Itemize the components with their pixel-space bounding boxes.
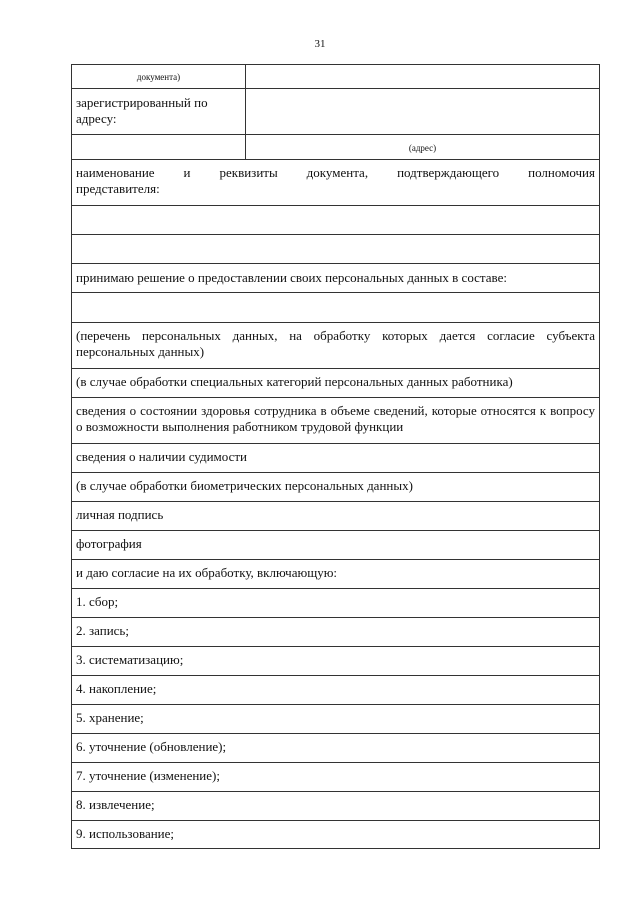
consent-intro-text: и даю согласие на их обработку, включающую:	[76, 565, 338, 580]
processing-item-row	[71, 791, 600, 820]
address-caption-cell	[246, 135, 599, 159]
decision-row	[71, 263, 600, 292]
document-caption-row	[71, 64, 600, 88]
processing-item-row	[71, 675, 600, 704]
processing-item-row	[71, 646, 600, 675]
personal-data-note-row	[71, 322, 600, 368]
processing-item-row	[71, 733, 600, 762]
document-value-cell[interactable]	[246, 65, 599, 88]
processing-item: 7. уточнение (изменение);	[76, 768, 220, 783]
processing-item-row	[71, 762, 600, 791]
special-categories-note: (в случае обработки специальных категорий персональных данных работника)	[76, 374, 513, 389]
processing-item: 2. запись;	[76, 623, 129, 638]
empty-row[interactable]	[71, 234, 600, 263]
photo-row	[71, 530, 600, 559]
page-number: 31	[314, 38, 326, 50]
processing-item: 3. систематизацию;	[76, 652, 184, 667]
document-caption: документа)	[136, 72, 181, 82]
processing-item: 6. уточнение (обновление);	[76, 739, 227, 754]
criminal-record-row	[71, 443, 600, 472]
registered-address-row	[71, 88, 600, 134]
health-info-row	[71, 397, 600, 443]
processing-item: 9. использование;	[76, 826, 175, 841]
processing-item-row	[71, 617, 600, 646]
signature-row	[71, 501, 600, 530]
biometric-note-row	[71, 472, 600, 501]
processing-item: 8. извлечение;	[76, 797, 155, 812]
processing-item: 4. накопление;	[76, 681, 157, 696]
processing-item-row	[71, 588, 600, 617]
photo-text: фотография	[76, 536, 142, 551]
address-caption-row	[71, 134, 600, 159]
decision-text: принимаю решение о предоставлении своих персональных данных в составе:	[76, 270, 507, 285]
address-empty-cell	[72, 135, 246, 159]
representative-line-2: представителя:	[76, 181, 160, 196]
document-caption-cell	[72, 65, 246, 88]
processing-item-row	[71, 820, 600, 849]
registered-label-cell	[72, 89, 246, 134]
empty-row[interactable]	[71, 205, 600, 234]
health-info-text: сведения о состоянии здоровья сотрудника в объеме сведений, которые относятся к вопросу о возможности выполнения работником трудовой функции	[76, 403, 595, 434]
consent-intro-row	[71, 559, 600, 588]
biometric-note: (в случае обработки биометрических персональных данных)	[76, 478, 413, 493]
processing-item: 1. сбор;	[76, 594, 119, 609]
processing-item-row	[71, 704, 600, 733]
registered-label: зарегистрированный по адресу:	[76, 95, 208, 126]
empty-row[interactable]	[71, 292, 600, 322]
representative-line-1: наименование и реквизиты документа, подтверждающего полномочия	[76, 165, 595, 180]
criminal-record-text: сведения о наличии судимости	[76, 449, 248, 464]
processing-item: 5. хранение;	[76, 710, 144, 725]
consent-form-table	[71, 64, 600, 849]
address-caption: (адрес)	[408, 143, 437, 153]
special-categories-row	[71, 368, 600, 397]
personal-data-note: (перечень персональных данных, на обработку которых дается согласие субъекта персональных данных)	[76, 328, 595, 359]
registered-address-value[interactable]	[246, 89, 599, 134]
signature-text: личная подпись	[76, 507, 164, 522]
representative-document-row	[71, 159, 600, 205]
